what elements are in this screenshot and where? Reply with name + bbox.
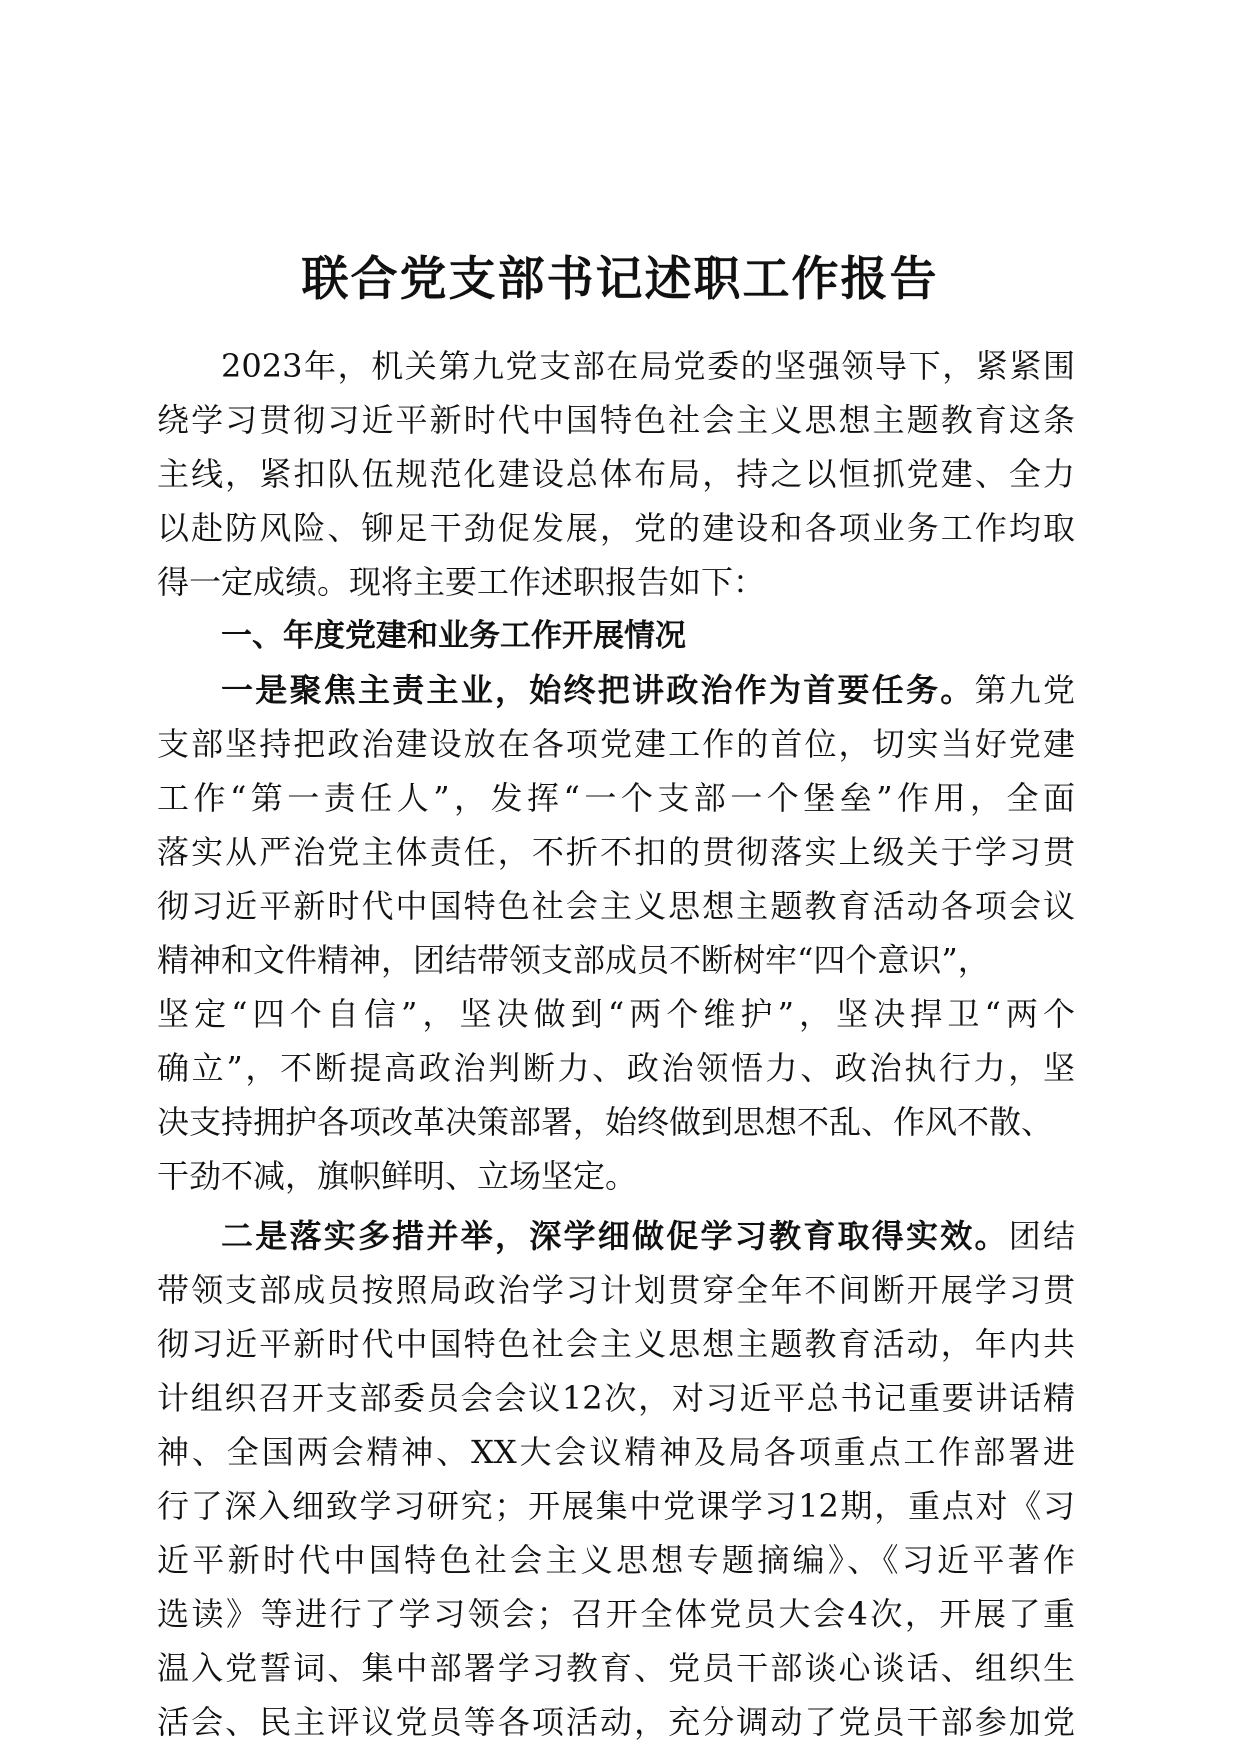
paragraph-line: 精神和文件精神，团结带领支部成员不断树牢“四个意识”， [157, 941, 990, 979]
paragraph-line: 带领支部成员按照局政治学习计划贯穿全年不间断开展学习贯 [157, 1271, 1075, 1309]
paragraph-line: 彻习近平新时代中国特色社会主义思想主题教育活动，年内共 [157, 1325, 1075, 1363]
paragraph-line: 支部坚持把政治建设放在各项党建工作的首位，切实当好党建 [157, 725, 1075, 763]
paragraph-line: 确立”，不断提高政治判断力、政治领悟力、政治执行力，坚 [157, 1049, 1075, 1087]
paragraph-lead: 一是聚焦主责主业，始终把讲政治作为首要任务。 [221, 671, 975, 709]
paragraph-line: 坚定“四个自信”，坚决做到“两个维护”，坚决捍卫“两个 [157, 995, 1075, 1033]
paragraph-line: 行了深入细致学习研究；开展集中党课学习12期，重点对《习 [157, 1487, 1075, 1525]
paragraph-line [221, 664, 1075, 716]
document-title: 联合党支部书记述职工作报告 [301, 252, 939, 307]
paragraph-line: 彻习近平新时代中国特色社会主义思想主题教育活动各项会议 [157, 887, 1075, 925]
paragraph-line: 近平新时代中国特色社会主义思想专题摘编》、《习近平著作 [157, 1541, 1075, 1579]
paragraph-line: 决支持拥护各项改革决策部署，始终做到思想不乱、作风不散、 [157, 1103, 1054, 1141]
paragraph-line: 计组织召开支部委员会会议12次，对习近平总书记重要讲话精 [157, 1379, 1075, 1417]
paragraph-line [221, 1210, 1075, 1262]
paragraph-text: 第九党 [974, 671, 1075, 709]
paragraph-lead: 二是落实多措并举，深学细做促学习教育取得实效。 [221, 1217, 1009, 1255]
paragraph-line: 选读》等进行了学习领会；召开全体党员大会4次，开展了重 [157, 1595, 1075, 1633]
paragraph-line: 2023年，机关第九党支部在局党委的坚强领导下，紧紧围 [221, 347, 1075, 385]
paragraph-line: 干劲不减，旗帜鲜明、立场坚定。 [157, 1157, 638, 1195]
paragraph-text: 团结 [1008, 1217, 1075, 1255]
paragraph-line: 温入党誓词、集中部署学习教育、党员干部谈心谈话、组织生 [157, 1649, 1075, 1687]
paragraph-line: 主线，紧扣队伍规范化建设总体布局，持之以恒抓党建、全力 [157, 455, 1075, 493]
paragraph-line: 得一定成绩。现将主要工作述职报告如下： [157, 563, 766, 601]
paragraph-line: 以赴防风险、铆足干劲促发展，党的建设和各项业务工作均取 [157, 509, 1075, 547]
paragraph-line: 活会、民主评议党员等各项活动，充分调动了党员干部参加党 [157, 1703, 1075, 1741]
paragraph-line: 落实从严治党主体责任，不折不扣的贯彻落实上级关于学习贯 [157, 833, 1075, 871]
paragraph-line: 绕学习贯彻习近平新时代中国特色社会主义思想主题教育这条 [157, 401, 1075, 439]
paragraph-line: 神、全国两会精神、XX大会议精神及局各项重点工作部署进 [157, 1433, 1075, 1471]
section-heading: 一、年度党建和业务工作开展情况 [221, 618, 686, 654]
paragraph-line: 工作“第一责任人”，发挥“一个支部一个堡垒”作用，全面 [157, 779, 1075, 817]
